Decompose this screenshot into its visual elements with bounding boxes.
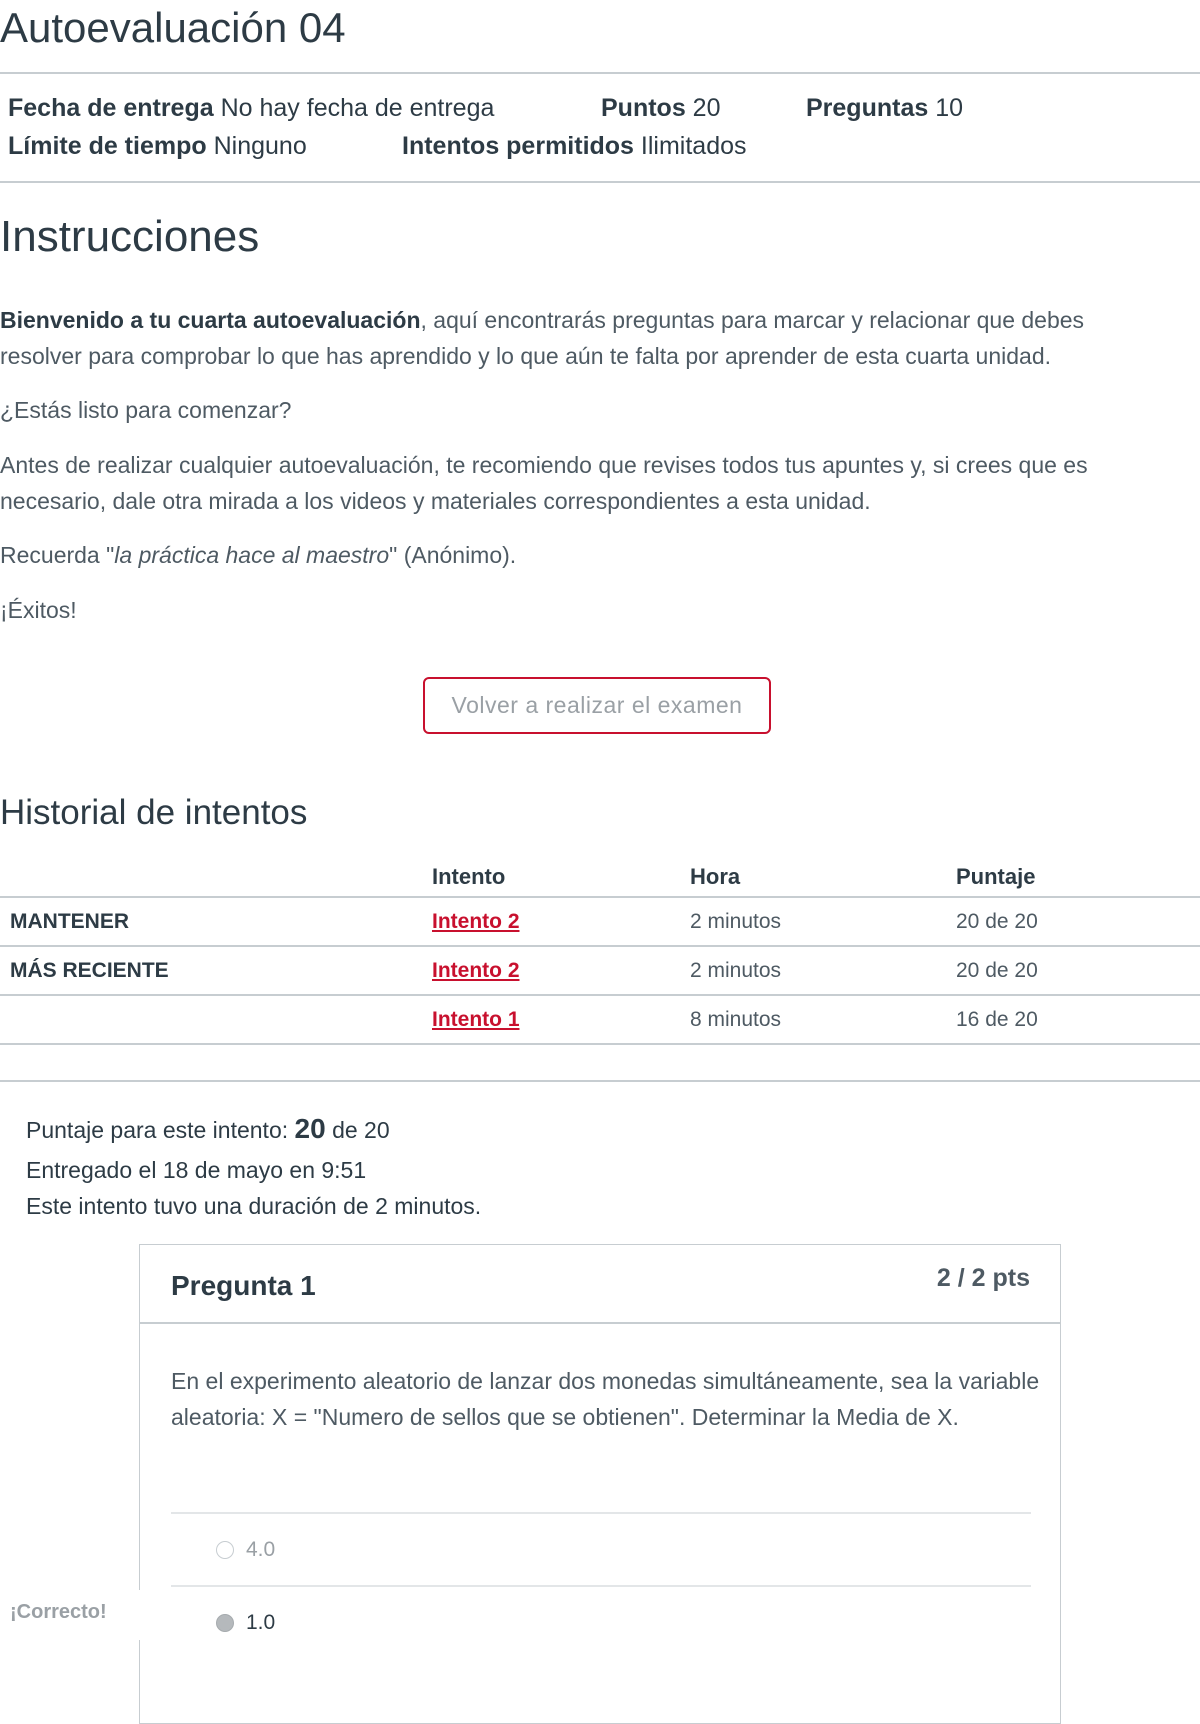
divider xyxy=(0,181,1200,183)
submitted-date: Entregado el 18 de mayo en 9:51 xyxy=(26,1157,367,1183)
retake-quiz-button[interactable]: Volver a realizar el examen xyxy=(423,677,771,734)
attempts-allowed: Intentos permitidos Ilimitados xyxy=(402,132,747,160)
attempt-history-table xyxy=(0,858,1200,1045)
questions-count: Preguntas 10 xyxy=(806,94,964,122)
column-header: Hora xyxy=(690,858,956,897)
table-header-row xyxy=(0,858,1200,897)
attempt-history-heading: Historial de intentos xyxy=(0,793,308,832)
instructions-paragraph: Bienvenido a tu cuarta autoevaluación, aquí encontrarás preguntas para marcar y relacionar que debes resolver para comprobar lo que has aprendido y lo que aún te falta por aprender de esta cuarta unidad. xyxy=(0,307,1085,369)
column-header: Puntaje xyxy=(956,858,1200,897)
divider xyxy=(0,72,1200,74)
attempt-score-summary: Puntaje para este intento: 20 de 20 xyxy=(26,1113,390,1144)
question-text: En el experimento aleatorio de lanzar dos monedas simultáneamente, sea la variable aleatoria: X = "Numero de sellos que se obtienen". Determinar la Media de X. xyxy=(171,1368,1040,1430)
attempt-tag: MANTENER xyxy=(0,897,432,946)
attempt-duration: Este intento tuvo una duración de 2 minutos. xyxy=(26,1193,482,1219)
instructions-heading: Instrucciones xyxy=(0,212,260,261)
instructions-paragraph: Recuerda "la práctica hace al maestro" (Anónimo). xyxy=(0,542,517,568)
correct-badge: ¡Correcto! xyxy=(10,1601,107,1623)
due-date: Fecha de entrega No hay fecha de entrega xyxy=(8,94,495,122)
page-title: Autoevaluación 04 xyxy=(0,4,346,51)
attempt-tag xyxy=(0,995,432,1044)
attempt-time: 8 minutos xyxy=(690,995,956,1044)
attempt-link[interactable]: Intento 2 xyxy=(432,958,520,982)
column-header xyxy=(0,858,432,897)
attempt-score: 20 de 20 xyxy=(956,946,1200,995)
attempt-time: 2 minutos xyxy=(690,946,956,995)
attempt-score: 16 de 20 xyxy=(956,995,1200,1044)
table-row xyxy=(0,897,1200,946)
instructions-paragraph: Antes de realizar cualquier autoevaluación, te recomiendo que revises todos tus apuntes y, si crees que es necesario, dale otra mirada a los videos y materiales correspondientes a esta unidad. xyxy=(0,452,1088,514)
answer-option-selected[interactable] xyxy=(216,1611,275,1635)
question-title: Pregunta 1 xyxy=(171,1270,316,1301)
question-header xyxy=(140,1245,1060,1324)
table-row xyxy=(0,995,1200,1044)
attempt-link[interactable]: Intento 1 xyxy=(432,1007,520,1031)
radio-button-selected-icon[interactable] xyxy=(216,1614,234,1632)
attempt-score: 20 de 20 xyxy=(956,897,1200,946)
column-header: Intento xyxy=(432,858,690,897)
table-row xyxy=(0,946,1200,995)
attempt-tag: MÁS RECIENTE xyxy=(0,946,432,995)
answer-option[interactable] xyxy=(216,1538,275,1562)
instructions-paragraph: ¿Estás listo para comenzar? xyxy=(0,397,292,423)
instructions-paragraph: ¡Éxitos! xyxy=(0,597,77,623)
attempt-time: 2 minutos xyxy=(690,897,956,946)
answer-divider xyxy=(171,1512,1031,1514)
points: Puntos 20 xyxy=(601,94,721,122)
answer-divider xyxy=(171,1585,1031,1587)
answer-label: 1.0 xyxy=(246,1611,276,1634)
answer-label: 4.0 xyxy=(246,1538,276,1561)
radio-button-icon[interactable] xyxy=(216,1541,234,1559)
time-limit: Límite de tiempo Ninguno xyxy=(8,132,307,160)
question-points: 2 / 2 pts xyxy=(936,1264,1030,1292)
attempt-link[interactable]: Intento 2 xyxy=(432,909,520,933)
question-card xyxy=(139,1244,1061,1724)
divider xyxy=(0,1080,1200,1082)
